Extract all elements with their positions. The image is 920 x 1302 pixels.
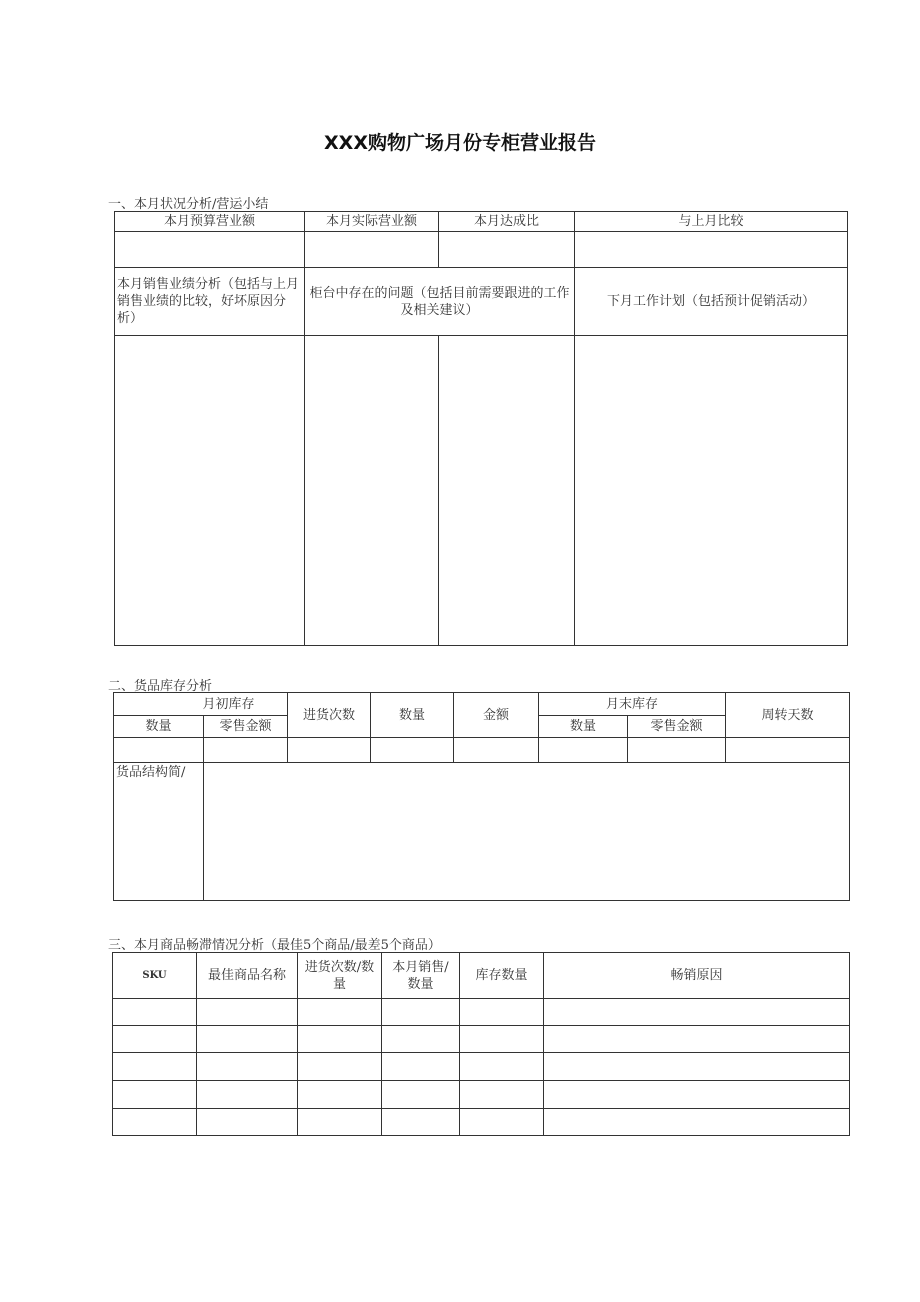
- quantity-header: 数量: [398, 707, 425, 723]
- section3-heading: 三、本月商品畅滞情况分析（最佳5个商品/最差5个商品）: [108, 938, 441, 953]
- page-title: XXX购物广场月份专柜营业报告: [324, 132, 596, 154]
- section2-heading: 二、货品库存分析: [108, 679, 213, 694]
- opening-stock-part1: 月初: [202, 696, 229, 712]
- restock-count-qty-header: 进货次数/数量: [304, 959, 375, 992]
- closing-quantity-header: 数量: [569, 719, 596, 734]
- product-structure-label: 货品结构简/: [116, 765, 186, 780]
- header-budget-sales: 本月预算营业额: [163, 214, 255, 229]
- closing-stock-header: 月末库存: [605, 696, 658, 712]
- amount-header: 金额: [482, 707, 509, 723]
- closing-retail-amount-header: 零售金额: [650, 719, 703, 734]
- opening-stock-header: [114, 693, 287, 715]
- sku-header: SKU: [142, 970, 167, 981]
- restock-times-header: 进货次数: [302, 707, 355, 723]
- header-achievement-ratio: 本月达成比: [473, 214, 539, 229]
- opening-retail-amount-header: 零售金额: [219, 719, 272, 734]
- bestseller-reason-header: 畅销原因: [670, 968, 723, 983]
- section1-heading: 一、本月状况分析/营运小结: [108, 197, 269, 212]
- header-actual-sales: 本月实际营业额: [325, 214, 417, 229]
- stock-quantity-header: 库存数量: [475, 968, 528, 983]
- best-product-name-header: 最佳商品名称: [207, 968, 286, 983]
- opening-stock-part2: 库存: [228, 696, 255, 712]
- turnover-days-header: 周转天数: [761, 707, 814, 723]
- opening-quantity-header: 数量: [145, 719, 172, 734]
- monthly-sales-qty-header: 本月销售/数量: [392, 959, 449, 992]
- counter-problems-label: 柜台中存在的问题（包括目前需要跟进的工作及相关建议）: [309, 285, 570, 318]
- header-month-comparison: 与上月比较: [678, 214, 744, 229]
- sales-analysis-label: 本月销售业绩分析（包括与上月销售业绩的比较，好坏原因分析）: [117, 277, 300, 326]
- next-month-plan-label: 下月工作计划（包括预计促销活动）: [606, 294, 815, 309]
